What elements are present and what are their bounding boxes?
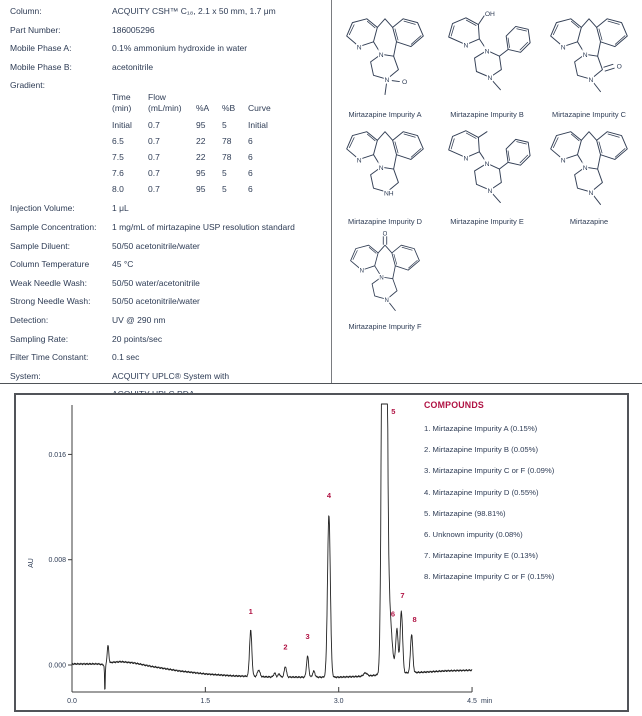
- structure-label: Mirtazapine Impurity F: [348, 322, 422, 331]
- svg-text:N: N: [582, 52, 588, 60]
- svg-text:N: N: [384, 77, 390, 85]
- svg-text:N: N: [356, 157, 362, 165]
- peak-label: 5: [391, 407, 396, 416]
- compounds-legend: [424, 400, 624, 588]
- method-label: Detection:: [10, 314, 49, 325]
- method-value: 1 μL: [112, 203, 129, 214]
- svg-text:N: N: [463, 42, 469, 50]
- gradient-table: [112, 92, 327, 197]
- structure-label: Mirtazapine: [569, 217, 609, 226]
- structure-mirtazapine-impurity-f-drawing: [341, 228, 429, 320]
- y-tick-label: 0.000: [48, 662, 66, 670]
- y-tick-label: 0.016: [48, 451, 66, 459]
- gradient-header: Curve: [248, 102, 271, 113]
- method-label: Filter Time Constant:: [10, 352, 89, 363]
- gradient-row: 7.5 0.7 22 78 6: [112, 151, 253, 162]
- method-row-filter-time-constant: [10, 352, 327, 363]
- legend-item: 4. Mirtazapine Impurity D (0.55%): [424, 487, 539, 497]
- structure-cell: [339, 125, 431, 226]
- svg-text:N: N: [560, 157, 566, 165]
- svg-text:N: N: [484, 48, 490, 56]
- structure-label: Mirtazapine Impurity D: [348, 217, 422, 226]
- method-label: Part Number:: [10, 24, 61, 35]
- gradient-header-row: Time (min) Flow (mL/min) %A %B Curve: [112, 92, 327, 113]
- chromatogram-trace: [72, 404, 472, 689]
- svg-text:OH: OH: [484, 10, 495, 18]
- legend-item: 1. Mirtazapine Impurity A (0.15%): [424, 424, 538, 433]
- method-value: 186005296: [112, 24, 155, 35]
- structure-label: Mirtazapine Impurity A: [348, 110, 422, 119]
- peak-label: 6: [390, 609, 395, 619]
- method-label: Mobile Phase A:: [10, 43, 72, 54]
- method-value: 0.1% ammonium hydroxide in water: [112, 43, 248, 54]
- structures-row-3: [334, 228, 640, 331]
- method-value: UV @ 290 nm: [112, 314, 166, 325]
- peak-label: 4: [326, 491, 331, 501]
- method-label: Weak Needle Wash:: [10, 277, 88, 288]
- method-row-sample-diluent: [10, 241, 327, 252]
- method-conditions-table: [0, 0, 332, 383]
- x-tick-label: 3.0: [333, 698, 344, 705]
- svg-text:O: O: [382, 231, 388, 238]
- legend-title: COMPOUNDS: [424, 400, 484, 410]
- method-row-injection-volume: [10, 203, 327, 214]
- method-row-mobile-phase-a: [10, 43, 327, 54]
- method-value: ACQUITY UPLC® System with: [112, 370, 230, 381]
- method-value: 45 °C: [112, 259, 134, 270]
- structure-label: Mirtazapine Impurity E: [450, 217, 524, 226]
- method-label: Sample Diluent:: [10, 240, 71, 251]
- peak-label: 2: [283, 642, 288, 652]
- structure-mirtazapine-impurity-e-drawing: [441, 125, 533, 215]
- svg-text:N: N: [582, 165, 588, 172]
- method-label: System:: [10, 370, 41, 381]
- structures-row-1: [334, 12, 640, 119]
- legend-item: 3. Mirtazapine Impurity C or F (0.09%): [424, 466, 555, 476]
- method-value: 50/50 acetonitrile/water: [112, 296, 200, 307]
- method-row-column-temperature: [10, 259, 327, 270]
- y-tick-label: 0.008: [48, 557, 66, 565]
- method-value: ACQUITY CSH™ C₁₈, 2.1 x 50 mm, 1.7 μm: [112, 6, 276, 16]
- method-label: Injection Volume:: [10, 203, 75, 214]
- x-tick-label: 1.5: [200, 698, 211, 705]
- method-row-part-number: [10, 25, 327, 36]
- structure-cell: [543, 125, 635, 226]
- structure-mirtazapine-impurity-d-drawing: [339, 125, 431, 215]
- svg-text:N: N: [378, 165, 384, 172]
- chromatogram-panel: [14, 393, 629, 712]
- structure-mirtazapine-impurity-a-drawing: [339, 12, 431, 108]
- x-tick-label: 4.5: [467, 698, 477, 705]
- method-value: 0.1 sec: [112, 352, 140, 363]
- svg-text:N: N: [463, 155, 469, 163]
- structure-mirtazapine-impurity-b-drawing: [441, 12, 533, 108]
- method-value: 1 mg/mL of mirtazapine USP resolution standard: [112, 221, 295, 232]
- svg-text:N: N: [588, 77, 594, 85]
- method-value: 20 points/sec: [112, 333, 163, 344]
- method-row-strong-needle-wash: [10, 296, 327, 307]
- legend-item: 6. Unknown impurity (0.08%): [424, 530, 523, 540]
- chemical-structures: [332, 0, 642, 383]
- method-row-system: [10, 371, 327, 382]
- gradient-row: 6.5 0.7 22 78 6: [112, 136, 253, 147]
- method-row-detection: [10, 315, 327, 326]
- method-label: Sampling Rate:: [10, 333, 69, 344]
- method-row-weak-needle-wash: [10, 278, 327, 289]
- svg-text:NH: NH: [383, 190, 394, 198]
- method-label: Strong Needle Wash:: [10, 296, 91, 307]
- y-axis-title: AU: [28, 558, 35, 568]
- structure-label: Mirtazapine Impurity C: [552, 110, 626, 119]
- structures-row-2: [334, 125, 640, 226]
- peak-label: 8: [412, 614, 417, 624]
- svg-text:N: N: [484, 161, 490, 169]
- gradient-header: Flow: [148, 92, 166, 103]
- svg-text:N: N: [487, 187, 493, 195]
- legend-item: 8. Mirtazapine Impurity C or F (0.15%): [424, 572, 555, 582]
- structure-cell: [441, 125, 533, 226]
- legend-item: 2. Mirtazapine Impurity B (0.05%): [424, 445, 539, 455]
- peak-label: 7: [400, 591, 405, 601]
- svg-text:N: N: [359, 268, 364, 275]
- svg-text:N: N: [487, 75, 493, 83]
- svg-text:N: N: [588, 189, 594, 197]
- svg-text:N: N: [379, 275, 384, 282]
- method-label: Mobile Phase B:: [10, 61, 72, 72]
- method-label: Sample Concentration:: [10, 221, 97, 232]
- gradient-header: %A: [196, 102, 210, 113]
- legend-item: 5. Mirtazapine (98.81%): [424, 508, 506, 518]
- svg-text:N: N: [560, 44, 566, 52]
- gradient-header: Time: [112, 92, 131, 103]
- structure-cell: [339, 12, 431, 119]
- svg-text:N: N: [384, 297, 389, 304]
- method-label: Gradient:: [10, 80, 45, 91]
- method-row-sampling-rate: [10, 334, 327, 345]
- method-row-column: [10, 6, 327, 17]
- structure-mirtazapine-drawing: [543, 125, 635, 215]
- method-label: Column Temperature: [10, 259, 90, 270]
- peak-label: 1: [248, 606, 253, 616]
- gradient-header: %B: [222, 102, 236, 113]
- structure-label: Mirtazapine Impurity B: [450, 110, 524, 119]
- gradient-row: Initial 0.7 95 5 Initial: [112, 120, 268, 131]
- method-value: 50/50 water/acetonitrile: [112, 277, 200, 288]
- svg-text:N: N: [356, 44, 362, 52]
- method-row-mobile-phase-b: [10, 62, 327, 73]
- structure-cell: [341, 228, 429, 331]
- peak-label: 3: [305, 631, 310, 641]
- svg-text:O: O: [402, 78, 408, 86]
- method-row-sample-concentration: [10, 222, 327, 233]
- method-label: Column:: [10, 6, 42, 16]
- x-axis-unit: min: [481, 698, 493, 705]
- method-value: 50/50 acetonitrile/water: [112, 240, 200, 251]
- legend-item: 7. Mirtazapine Impurity E (0.13%): [424, 551, 539, 561]
- svg-text:O: O: [616, 63, 622, 71]
- method-value: acetonitrile: [112, 61, 154, 72]
- structure-cell: [543, 12, 635, 119]
- gradient-row: 7.6 0.7 95 5 6: [112, 167, 253, 178]
- structure-cell: [441, 12, 533, 119]
- x-tick-label: 0.0: [67, 698, 77, 705]
- method-row-gradient: [10, 80, 327, 91]
- svg-text:N: N: [378, 52, 384, 60]
- structure-mirtazapine-impurity-c-drawing: [543, 12, 635, 108]
- gradient-row: 8.0 0.7 95 5 6: [112, 183, 253, 194]
